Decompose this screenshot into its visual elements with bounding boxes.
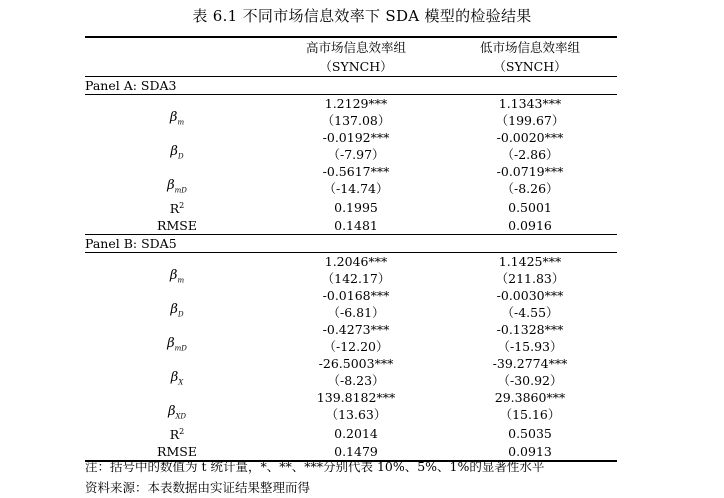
- coef-value: -0.0719***: [496, 164, 564, 179]
- rmse-value: 0.1481: [334, 218, 378, 234]
- coef-value: -0.4273***: [322, 322, 390, 338]
- table-row: [85, 389, 617, 406]
- coef-label-beta-m: $\beta_m$: [169, 110, 185, 127]
- t-stat: （142.17）: [321, 271, 391, 287]
- table-title: 表 6.1 不同市场信息效率下 SDA 模型的检验结果: [192, 7, 532, 25]
- r-squared-value: 0.1995: [334, 199, 378, 215]
- header-low-synch: （SYNCH）: [493, 59, 567, 74]
- table-row: [85, 321, 617, 338]
- t-stat: （15.16）: [499, 407, 561, 423]
- coef-label-beta-d: $\beta_D$: [170, 302, 184, 319]
- rmse-label: RMSE: [85, 443, 269, 461]
- r-squared-value: 0.5001: [508, 199, 552, 215]
- t-stat: （-14.74）: [323, 181, 389, 196]
- rmse-value: 0.0916: [508, 218, 552, 234]
- panel-a-header: [85, 77, 617, 95]
- table-row: [85, 163, 617, 180]
- coef-value: -26.5003***: [318, 356, 394, 372]
- panel-b-label: Panel B: SDA5: [85, 235, 617, 253]
- t-stat: （-8.23）: [327, 373, 385, 389]
- coef-value: 139.8182***: [316, 390, 396, 406]
- coef-label-beta-md: $\beta_{mD}$: [167, 336, 187, 353]
- header-low-efficiency: 低市场信息效率组: [443, 37, 617, 57]
- coef-value: -0.0192***: [322, 130, 390, 145]
- data-source-note: 资料来源：本表数据由实证结果整理而得: [85, 480, 311, 495]
- rmse-value: 0.0913: [443, 443, 617, 461]
- coef-value: -0.0030***: [496, 288, 564, 304]
- t-stat: （211.83）: [495, 271, 565, 287]
- coef-value: -0.5617***: [322, 164, 390, 179]
- panel-a-label: Panel A: SDA3: [85, 77, 617, 95]
- t-stat: （199.67）: [495, 113, 565, 128]
- table-notes: [85, 456, 544, 498]
- rmse-value: 0.1479: [269, 443, 443, 461]
- coef-value: 29.3860***: [494, 390, 566, 406]
- table-row: [85, 129, 617, 146]
- t-stat: （-4.55）: [501, 305, 559, 321]
- t-stat: （-30.92）: [497, 373, 563, 389]
- t-stat: （-12.20）: [323, 339, 389, 355]
- coef-label-beta-xd: $\beta_{XD}$: [167, 404, 187, 421]
- r-squared-value: 0.2014: [334, 425, 378, 441]
- regression-results-table: [85, 36, 617, 462]
- r-squared-label: $R^2$: [169, 201, 185, 217]
- rmse-row: [85, 217, 617, 235]
- r-squared-row: [85, 423, 617, 443]
- coef-value: 1.2129***: [324, 96, 388, 111]
- header-row-2: [85, 57, 617, 77]
- coef-label-beta-md: $\beta_{mD}$: [167, 178, 187, 195]
- header-empty-cell: [85, 37, 269, 57]
- coef-value: 1.2046***: [324, 254, 388, 270]
- rmse-label: RMSE: [157, 218, 197, 234]
- coef-value: -0.0020***: [496, 130, 564, 145]
- panel-b-header: [85, 235, 617, 253]
- t-stat: （-2.86）: [501, 147, 559, 162]
- r-squared-value: 0.5035: [508, 425, 552, 441]
- header-high-efficiency: 高市场信息效率组: [269, 37, 443, 57]
- table-row: [85, 355, 617, 372]
- coef-label-beta-m: $\beta_m$: [169, 268, 185, 285]
- table-row: [85, 95, 617, 113]
- table-row: [85, 287, 617, 304]
- header-row-1: [85, 37, 617, 57]
- coef-label-beta-x: $\beta_X$: [170, 370, 184, 387]
- coef-value: -0.0168***: [322, 288, 390, 304]
- coef-value: -39.2774***: [492, 356, 568, 372]
- coef-label-beta-d: $\beta_D$: [170, 144, 184, 161]
- coef-value: 1.1425***: [498, 254, 562, 270]
- header-high-synch: （SYNCH）: [319, 59, 393, 74]
- significance-note: 注：括号中的数值为 t 统计量，*、**、***分别代表 10%、5%、1%的显著性水平: [85, 459, 545, 474]
- t-stat: （-15.93）: [497, 339, 563, 355]
- r-squared-row: [85, 197, 617, 217]
- r-squared-label: $R^2$: [169, 427, 185, 443]
- t-stat: （-7.97）: [327, 147, 385, 162]
- t-stat: （13.63）: [325, 407, 387, 423]
- coef-value: -0.1328***: [496, 322, 564, 338]
- t-stat: （137.08）: [321, 113, 391, 128]
- t-stat: （-8.26）: [501, 181, 559, 196]
- coef-value: 1.1343***: [498, 96, 562, 111]
- table-row: [85, 253, 617, 271]
- t-stat: （-6.81）: [327, 305, 385, 321]
